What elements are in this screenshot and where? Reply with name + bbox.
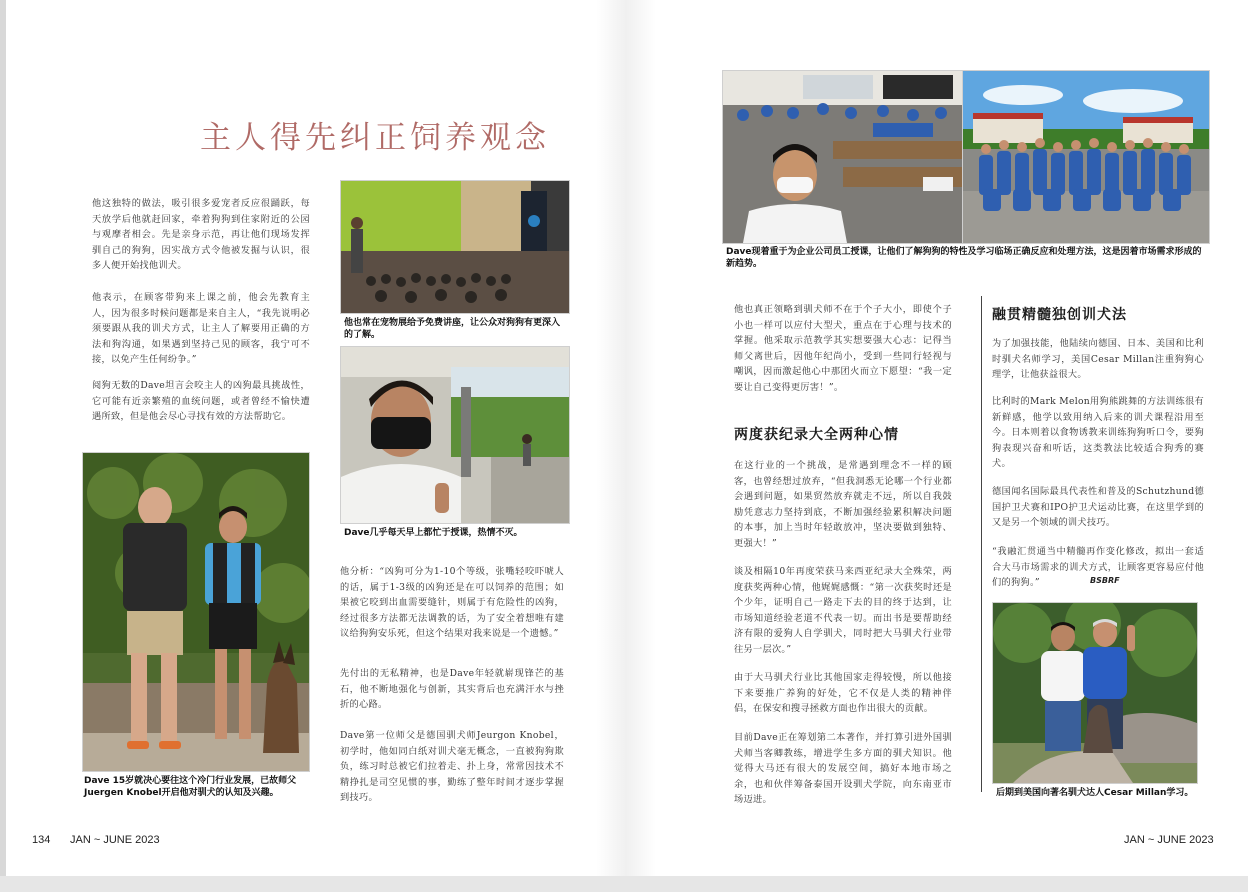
photo-caption: 后期到美国向著名驯犬达人Cesar Millan学习。 <box>996 788 1194 798</box>
section-heading: 两度获纪录大全两种心情 <box>734 427 899 443</box>
photo-caption: 他也常在宠物展给予免费讲座，让公众对狗狗有更深入的了解。 <box>344 318 561 340</box>
body-paragraph: 他也真正领略到驯犬师不在于个子大小，即使个子小也一样可以应付大型犬，重点在于心理与技术的掌握。他采取示范教学其实想要强大心志：记得当师父离世后，因他年纪尚小，受到一些同行轻视与嘲讽，因而激起他心中那团火而立下愿望：“我一定要让自己变得更厉害！”。 <box>734 304 952 393</box>
page-gutter <box>596 0 656 876</box>
issue-label-left: JAN ~ JUNE 2023 <box>70 834 160 846</box>
body-paragraph: Dave第一位师父是德国驯犬师Jeurgon Knobel，初学时，他如同白纸对训犬毫无概念，一直被狗狗欺负，练习时总被它们拉着走、扑上身，常常因技术不精挣扎是司空见惯的事，勤练了整年时间才逐步掌握到技巧。 <box>340 730 564 804</box>
body-paragraph: 先付出的无私精神，也是Dave年轻就崭现锋芒的基石，他不断地强化与创新，其实背后也充满汗水与挫折的心路。 <box>340 668 564 711</box>
body-paragraph: 为了加强技能，他陆续向德国、日本、美国和比利时驯犬名师学习，美国Cesar Millan注重狗狗心理学，让他获益很大。 <box>992 338 1204 381</box>
body-paragraph: 阅狗无数的Dave坦言会咬主人的凶狗最具挑战性，它可能有近亲繁殖的血统问题，或者曾经不愉快遭遇所致，但是他会尽心寻找有效的方法帮助它。 <box>92 380 310 423</box>
body-paragraph: 目前Dave正在筹划第二本著作，并打算引进外国驯犬师当客卿教练，增进学生多方面的驯犬知识。他觉得大马还有很大的发展空间，搞好本地市场之余，也和伙伴筹备泰国开设驯犬学院，向东南亚市场迈进。 <box>734 732 952 806</box>
body-paragraph: 谈及相隔10年再度荣获马来西亚纪录大全殊荣，两度获奖两种心情，他娓娓感慨：“第一次获奖时还是个少年，证明自己一路走下去的目的终于达到，让市场知道经验老道不代表一切。而出书是要帮助经济有限的爱狗人自学驯犬，同时把大马驯犬行业带往另一层次。” <box>734 566 952 655</box>
article-title: 主人得先纠正饲养观念 <box>200 120 550 156</box>
photo-caption: Dave 15岁就决心要往这个冷门行业发展，已故师父Juergen Knobel开启他对驯犬的认知及兴趣。 <box>84 776 297 798</box>
group-photo <box>962 70 1210 244</box>
body-paragraph: “我融汇贯通当中精髓再作变化修改，拟出一套适合大马市场需求的训犬方式，让顾客更容易应付他们的狗狗。” <box>992 546 1204 589</box>
author-signature: BSBRF <box>1090 576 1120 585</box>
issue-label-right: JAN ~ JUNE 2023 <box>1124 834 1214 846</box>
cesar-millan-photo <box>992 602 1198 784</box>
scan-bottom-edge <box>0 876 1248 892</box>
photo-caption: Dave几乎每天早上都忙于授课，热情不灭。 <box>344 528 523 538</box>
body-paragraph: 德国闻名国际最具代表性和普及的Schutzhund德国护卫犬赛和IPO护卫犬运动比赛，在这里学到的又是另一个领域的训犬技巧。 <box>992 486 1204 529</box>
photo-caption: Dave现着重于为企业公司员工授课，让他们了解狗狗的特性及学习临场正确反应和处理方法，这是因着市场需求形成的新趋势。 <box>726 247 1202 269</box>
body-paragraph: 比利时的Mark Melon用狗熊跳舞的方法训练很有新鲜感，他学以致用纳入后来的训犬课程沿用至今。日本则着以食物诱教来训练狗狗听口令，要狗狗表现兴奋和听话，这类教法比较适合狗秀的赛犬。 <box>992 396 1204 470</box>
body-paragraph: 由于大马驯犬行业比其他国家走得较慢，所以他接下来要推广养狗的好处，它不仅是人类的精神伴侣，在保安和搜寻拯救方面也作出很大的贡献。 <box>734 672 952 715</box>
seminar-photo <box>340 180 570 314</box>
body-paragraph: 他表示，在顾客带狗来上课之前，他会先教育主人，因为很多时候问题都是来自主人，“我先说明必须要跟从我的训犬方式，让主人了解要用正确的方法和狗沟通，如果遇到坚持己见的顾客，我宁可不接，以免产生任何纷争。” <box>92 292 310 366</box>
body-paragraph: 在这行业的一个挑战，是常遇到理念不一样的顾客，也曾经想过放弃，“但我洞悉无论哪一个行业都会遇到问题，如果贸然放弃就走不远，所以自我鼓励凭意志力坚持到底，不断加强经验累积解决问题的本事，加上当时年轻敢放冲，坚决要做到独特、更强大！” <box>734 460 952 549</box>
page-edge <box>0 0 6 876</box>
selfie-photo <box>340 346 570 524</box>
classroom-photo <box>722 70 964 244</box>
mentor-photo <box>82 452 310 772</box>
body-paragraph: 他这独特的做法，吸引很多爱宠者反应很踊跃，每天放学后他就赶回家，牵着狗狗到住家附近的公园与观摩者相会。先是亲身示范，再让他们现场发挥驯自己的狗狗，因实战方式令他被发掘与认识，很多人便开始找他训犬。 <box>92 198 310 272</box>
column-rule <box>981 296 982 792</box>
section-heading: 融贯精髓独创训犬法 <box>992 307 1127 323</box>
page-number: 134 <box>32 834 51 846</box>
body-paragraph: 他分析：“凶狗可分为1-10个等级，张嘴轻咬吓唬人的话，属于1-3级的凶狗还是在可以饲养的范围；如果被它咬到出血需要缝针，则属于有危险性的凶狗，经过很多方法都无法调教的话，为了安全着想唯有建议给狗狗安乐死，但这个结果对我来说是一个遗憾。” <box>340 566 564 640</box>
